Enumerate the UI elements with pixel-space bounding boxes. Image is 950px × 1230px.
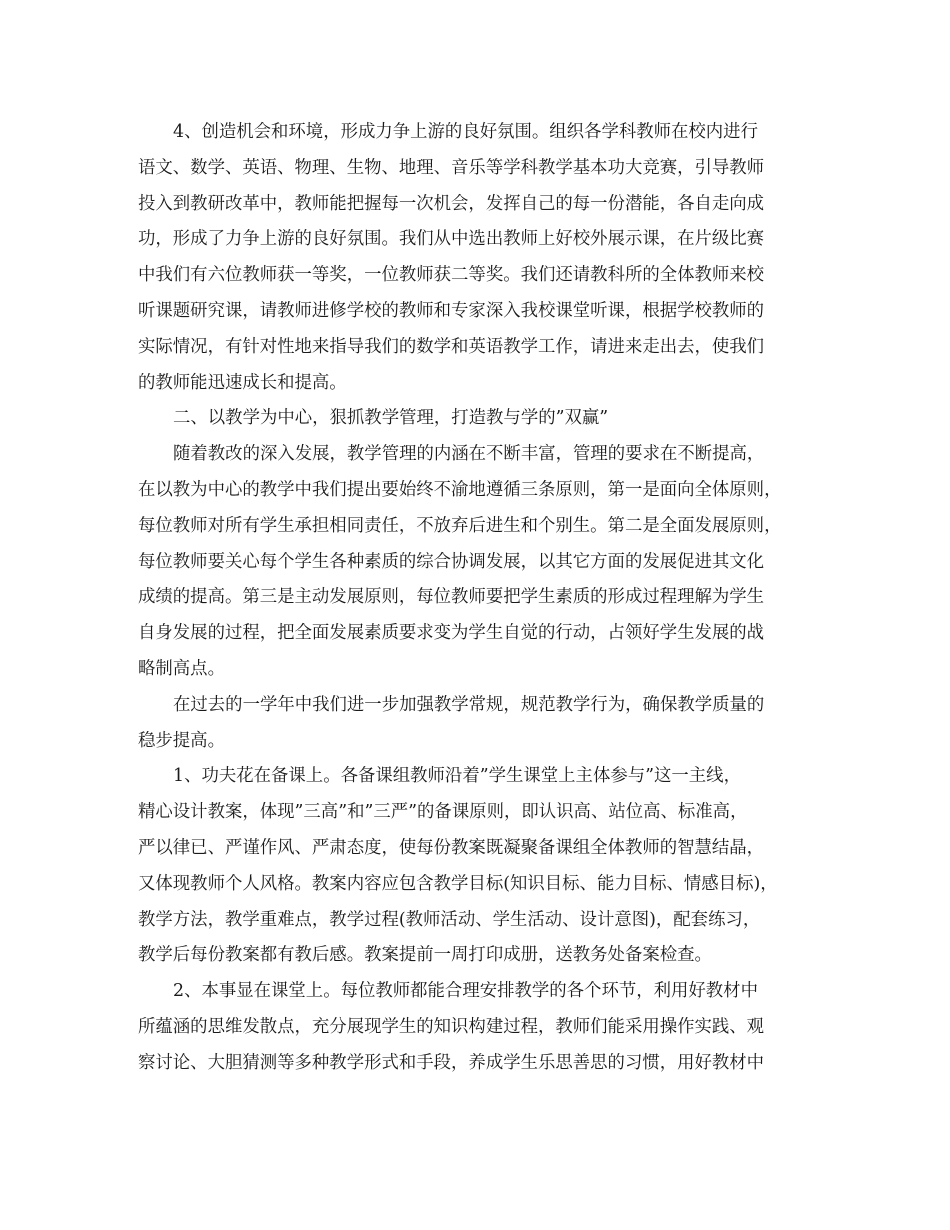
text-line: 听课题研究课，请教师进修学校的教师和专家深入我校课堂听课，根据学校教师的 bbox=[138, 300, 765, 321]
text-line: 功，形成了力争上游的良好氛围。我们从中选出教师上好校外展示课，在片级比赛 bbox=[138, 229, 765, 250]
text-line: 教学后每份教案都有教后感。教案提前一周打印成册，送教务处备案检查。 bbox=[138, 945, 712, 966]
text-line: 投入到教研改革中，教师能把握每一次机会，发挥自己的每一份潜能，各自走向成 bbox=[138, 193, 765, 214]
text-line: 每位教师对所有学生承担相同责任，不放弃后进生和个别生。第二是全面发展原则， bbox=[138, 515, 782, 536]
text-line: 教学方法，教学重难点，教学过程(教师活动、学生活动、设计意图)，配套练习， bbox=[138, 909, 761, 930]
text-line: 精心设计教案，体现”三高”和”三严”的备课原则，即认识高、站位高、标准高， bbox=[138, 802, 748, 823]
text-line: 二、以教学为中心，狠抓教学管理，打造教与学的”双赢” bbox=[173, 408, 609, 429]
document-body bbox=[138, 115, 838, 1082]
text-line: 语文、数学、英语、物理、生物、地理、音乐等学科教学基本功大竞赛，引导教师 bbox=[138, 157, 765, 178]
text-line: 稳步提高。 bbox=[138, 730, 225, 751]
text-line: 1、功夫花在备课上。各备课组教师沿着”学生课堂上主体参与”这一主线， bbox=[173, 766, 741, 787]
text-line: 每位教师要关心每个学生各种素质的综合协调发展，以其它方面的发展促进其文化 bbox=[138, 551, 765, 572]
text-line: 察讨论、大胆猜测等多种教学形式和手段，养成学生乐思善思的习惯，用好教材中 bbox=[138, 1052, 765, 1073]
text-line: 中我们有六位教师获一等奖，一位教师获二等奖。我们还请教科所的全体教师来校 bbox=[138, 265, 765, 286]
text-line: 自身发展的过程，把全面发展素质要求变为学生自觉的行动，占领好学生发展的战 bbox=[138, 623, 765, 644]
text-line: 所蕴涵的思维发散点，充分展现学生的知识构建过程，教师们能采用操作实践、观 bbox=[138, 1016, 765, 1037]
text-line: 在以教为中心的教学中我们提出要始终不渝地遵循三条原则，第一是面向全体原则， bbox=[138, 479, 782, 500]
text-line: 又体现教师个人风格。教案内容应包含教学目标(知识目标、能力目标、情感目标)， bbox=[138, 873, 778, 894]
text-line: 严以律已、严谨作风、严肃态度，使每份教案既凝聚备课组全体教师的智慧结晶， bbox=[138, 837, 765, 858]
text-line: 4、创造机会和环境，形成力争上游的良好氛围。组织各学科教师在校内进行 bbox=[173, 122, 758, 142]
text-line: 2、本事显在课堂上。每位教师都能合理安排教学的各个环节，利用好教材中 bbox=[173, 981, 758, 1002]
text-line: 随着教改的深入发展，教学管理的内涵在不断丰富，管理的要求在不断提高， bbox=[173, 444, 765, 465]
text-line: 的教师能迅速成长和提高。 bbox=[138, 372, 347, 393]
text-line: 实际情况，有针对性地来指导我们的数学和英语教学工作，请进来走出去，使我们 bbox=[138, 336, 765, 357]
text-line: 成绩的提高。第三是主动发展原则，每位教师要把学生素质的形成过程理解为学生 bbox=[138, 587, 765, 608]
text-line: 在过去的一学年中我们进一步加强教学常规，规范教学行为，确保教学质量的 bbox=[173, 694, 765, 715]
text-line: 略制高点。 bbox=[138, 658, 225, 679]
